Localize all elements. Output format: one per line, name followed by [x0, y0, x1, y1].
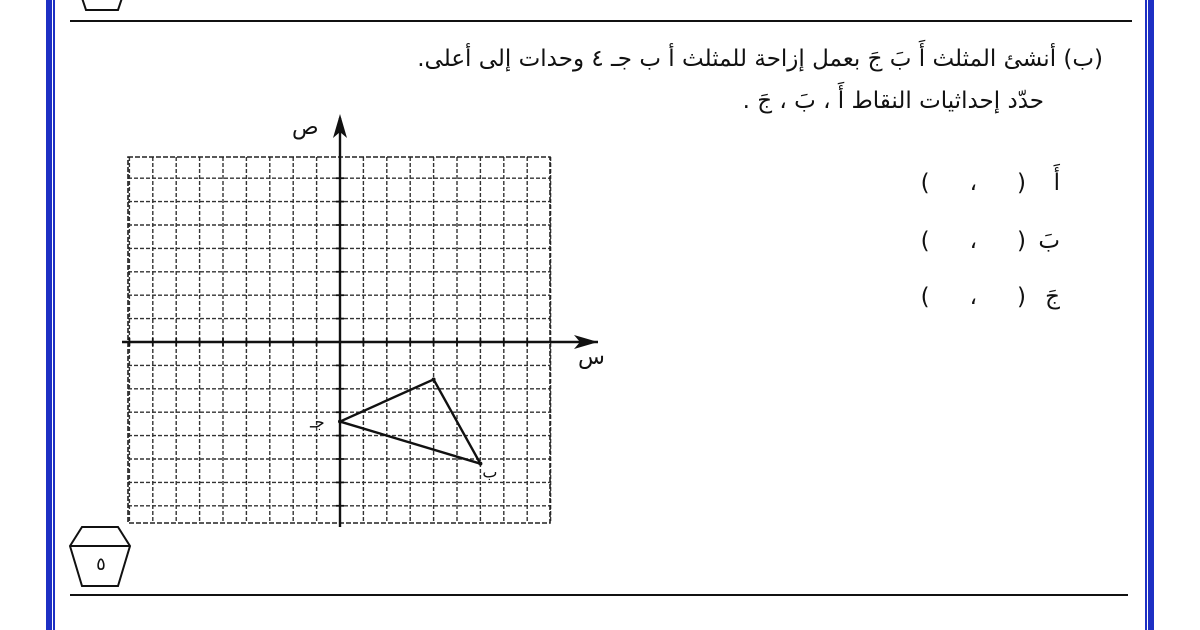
answer-comma: ، — [969, 228, 978, 254]
triangle-vertex — [432, 377, 436, 381]
triangle-vertex — [338, 420, 342, 424]
vertex-label-b: ب — [482, 462, 498, 482]
answer-comma: ، — [969, 170, 978, 196]
answer-close-paren: ) — [920, 228, 930, 254]
answer-label: بَ — [1038, 228, 1060, 254]
answer-comma: ، — [969, 284, 978, 310]
bottom-divider — [70, 594, 1128, 596]
vertex-label-c: جـ — [310, 412, 325, 432]
answer-open-paren: ( — [1017, 170, 1026, 196]
answer-label: جَ — [1045, 284, 1060, 310]
x-axis-label: س — [578, 345, 605, 370]
answer-open-paren: ( — [1017, 228, 1026, 254]
answer-label: أَ — [1053, 170, 1060, 196]
page-number: ٥ — [96, 554, 106, 575]
answer-open-paren: ( — [1017, 284, 1026, 310]
y-axis-label: ص — [292, 115, 319, 140]
answer-close-paren: ) — [920, 170, 930, 196]
answer-close-paren: ) — [920, 284, 930, 310]
question-line-1: (ب) أنشئ المثلث أَ بَ جَ بعمل إزاحة للمثلث أ ب جـ ٤ وحدات إلى أعلى. — [417, 46, 1103, 72]
question-line-2: حدّد إحداثيات النقاط أَ ، بَ ، جَ . — [742, 88, 1044, 114]
triangle — [309, 377, 497, 481]
